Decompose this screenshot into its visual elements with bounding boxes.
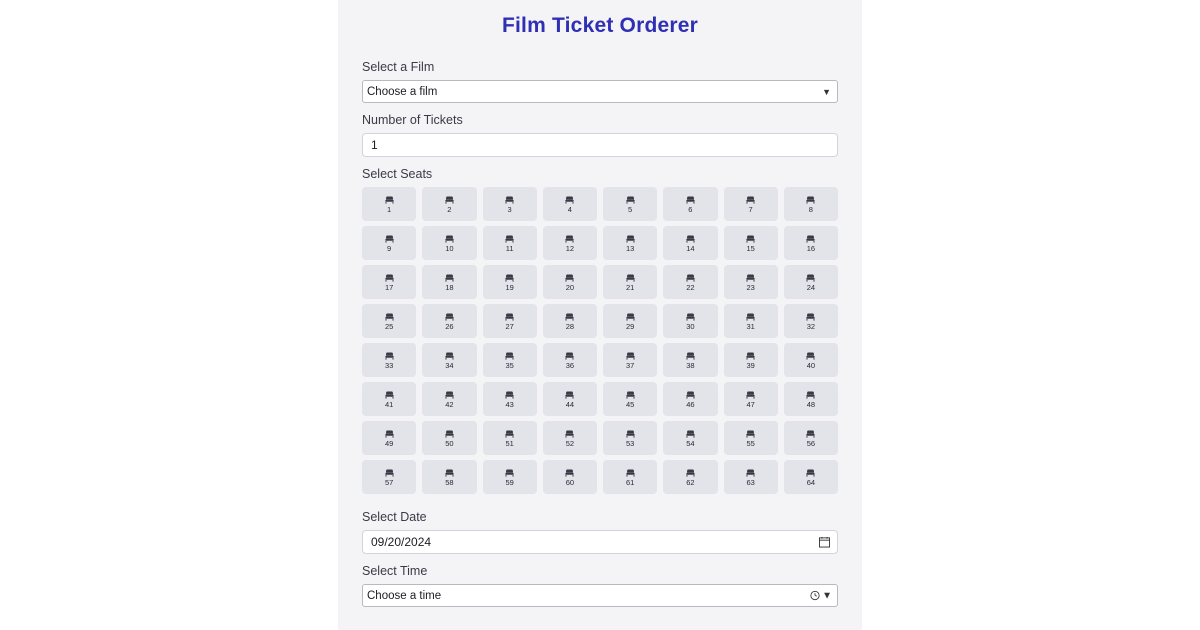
- seat-button[interactable]: [543, 265, 597, 299]
- seat-icon: [504, 389, 515, 400]
- seat-button[interactable]: [724, 187, 778, 221]
- seat-icon: [444, 233, 455, 244]
- seat-icon: [564, 233, 575, 244]
- seat-number: 57: [384, 478, 394, 488]
- seat-number: 16: [806, 244, 816, 254]
- seat-number: 1: [387, 205, 392, 215]
- seat-button[interactable]: [603, 421, 657, 455]
- seat-icon: [504, 272, 515, 283]
- seat-icon: [504, 467, 515, 478]
- seat-button[interactable]: [422, 421, 476, 455]
- seat-icon: [444, 428, 455, 439]
- seat-number: 58: [445, 478, 454, 488]
- seat-button[interactable]: [543, 226, 597, 260]
- seat-button[interactable]: [603, 460, 657, 494]
- seat-button[interactable]: [724, 460, 778, 494]
- seat-number: 4: [567, 205, 572, 215]
- seat-button[interactable]: [724, 226, 778, 260]
- seat-button[interactable]: [362, 226, 416, 260]
- seat-number: 43: [505, 400, 514, 410]
- seat-icon: [625, 389, 636, 400]
- seat-button[interactable]: [483, 304, 537, 338]
- seat-number: 59: [505, 478, 514, 488]
- seat-icon: [504, 311, 515, 322]
- date-field-wrap: [362, 530, 838, 554]
- seat-number: 32: [806, 322, 816, 332]
- seat-number: 6: [688, 205, 693, 215]
- seat-button[interactable]: [603, 187, 657, 221]
- seat-button[interactable]: [724, 343, 778, 377]
- seat-button[interactable]: [422, 304, 476, 338]
- seat-button[interactable]: [483, 226, 537, 260]
- seat-icon: [504, 194, 515, 205]
- seat-icon: [564, 389, 575, 400]
- time-label: Select Time: [362, 564, 428, 578]
- seat-icon: [685, 428, 696, 439]
- seat-icon: [625, 272, 636, 283]
- seat-icon: [384, 350, 395, 361]
- seat-button[interactable]: [422, 187, 476, 221]
- seat-button[interactable]: [724, 265, 778, 299]
- tickets-input[interactable]: [362, 133, 838, 157]
- seat-number: 48: [806, 400, 816, 410]
- seat-icon: [745, 272, 756, 283]
- seat-icon: [564, 311, 575, 322]
- seat-number: 3: [507, 205, 512, 215]
- seat-number: 11: [505, 244, 514, 254]
- seat-number: 56: [806, 439, 816, 449]
- film-select-wrap: [362, 80, 838, 103]
- seat-icon: [745, 467, 756, 478]
- seat-button[interactable]: [784, 265, 838, 299]
- seat-button[interactable]: [784, 382, 838, 416]
- seat-button[interactable]: [543, 382, 597, 416]
- seat-icon: [564, 428, 575, 439]
- seat-button[interactable]: [663, 226, 717, 260]
- seat-number: 37: [625, 361, 635, 371]
- seat-number: 63: [746, 478, 755, 488]
- seat-number: 26: [445, 322, 454, 332]
- seat-number: 22: [686, 283, 695, 293]
- seat-number: 54: [686, 439, 695, 449]
- time-select-wrap: [362, 584, 838, 607]
- seat-number: 13: [625, 244, 635, 254]
- seat-icon: [625, 428, 636, 439]
- seat-number: 19: [505, 283, 514, 293]
- seat-button[interactable]: [483, 421, 537, 455]
- seat-button[interactable]: [422, 265, 476, 299]
- tickets-label: Number of Tickets: [362, 113, 463, 127]
- seat-button[interactable]: [784, 304, 838, 338]
- seat-icon: [805, 272, 816, 283]
- seat-icon: [384, 428, 395, 439]
- seat-number: 18: [445, 283, 454, 293]
- seat-icon: [625, 311, 636, 322]
- seat-button[interactable]: [362, 343, 416, 377]
- chevron-down-icon: ▼: [822, 590, 832, 601]
- seat-icon: [685, 311, 696, 322]
- seat-number: 41: [384, 400, 394, 410]
- seat-icon: [384, 311, 395, 322]
- seat-number: 25: [384, 322, 394, 332]
- seat-grid: [362, 187, 838, 494]
- seat-button[interactable]: [422, 382, 476, 416]
- seat-icon: [384, 194, 395, 205]
- seat-number: 8: [808, 205, 813, 215]
- seat-icon: [625, 467, 636, 478]
- seat-number: 44: [565, 400, 575, 410]
- seat-button[interactable]: [362, 421, 416, 455]
- seat-button[interactable]: [483, 343, 537, 377]
- seat-button[interactable]: [724, 382, 778, 416]
- seat-icon: [685, 272, 696, 283]
- page-title: Film Ticket Orderer: [502, 14, 698, 37]
- time-select[interactable]: [362, 584, 838, 607]
- seat-icon: [564, 194, 575, 205]
- seat-button[interactable]: [543, 187, 597, 221]
- seat-number: 23: [746, 283, 755, 293]
- seat-button[interactable]: [543, 343, 597, 377]
- seat-number: 20: [565, 283, 575, 293]
- seat-button[interactable]: [784, 421, 838, 455]
- seat-icon: [805, 233, 816, 244]
- seat-number: 39: [746, 361, 755, 371]
- seat-icon: [384, 467, 395, 478]
- seat-button[interactable]: [483, 382, 537, 416]
- seat-icon: [745, 389, 756, 400]
- seat-button[interactable]: [543, 460, 597, 494]
- seat-button[interactable]: [603, 265, 657, 299]
- seat-number: 45: [625, 400, 635, 410]
- seat-icon: [444, 311, 455, 322]
- seat-button[interactable]: [362, 187, 416, 221]
- seat-icon: [384, 389, 395, 400]
- chevron-down-icon: ▼: [822, 86, 831, 97]
- seat-icon: [805, 350, 816, 361]
- seat-number: 47: [746, 400, 755, 410]
- seat-number: 50: [445, 439, 454, 449]
- ticket-order-card: [338, 0, 862, 630]
- seat-icon: [384, 233, 395, 244]
- seat-icon: [444, 272, 455, 283]
- seat-number: 7: [748, 205, 753, 215]
- seat-number: 30: [686, 322, 695, 332]
- seat-button[interactable]: [422, 226, 476, 260]
- seat-button[interactable]: [663, 187, 717, 221]
- seat-button[interactable]: [663, 421, 717, 455]
- seat-icon: [444, 350, 455, 361]
- seat-button[interactable]: [784, 226, 838, 260]
- seat-number: 27: [505, 322, 514, 332]
- seats-label: Select Seats: [362, 167, 433, 181]
- seat-number: 42: [445, 400, 454, 410]
- seat-icon: [805, 389, 816, 400]
- film-select[interactable]: [362, 80, 838, 103]
- seat-icon: [745, 311, 756, 322]
- seat-button[interactable]: [663, 343, 717, 377]
- seat-button[interactable]: [784, 460, 838, 494]
- seat-button[interactable]: [663, 265, 717, 299]
- seat-icon: [805, 467, 816, 478]
- seat-icon: [805, 194, 816, 205]
- seat-icon: [625, 194, 636, 205]
- seat-number: 40: [806, 361, 816, 371]
- seat-number: 33: [384, 361, 394, 371]
- seat-button[interactable]: [784, 343, 838, 377]
- seat-icon: [384, 272, 395, 283]
- seat-button[interactable]: [362, 460, 416, 494]
- seat-number: 36: [565, 361, 575, 371]
- seat-icon: [685, 467, 696, 478]
- seat-icon: [444, 194, 455, 205]
- seat-button[interactable]: [724, 304, 778, 338]
- seat-icon: [685, 389, 696, 400]
- seat-number: 31: [746, 322, 755, 332]
- seat-number: 9: [387, 244, 392, 254]
- seat-button[interactable]: [543, 304, 597, 338]
- seat-icon: [564, 350, 575, 361]
- seat-number: 15: [746, 244, 755, 254]
- seat-icon: [444, 467, 455, 478]
- film-label: Select a Film: [362, 60, 435, 74]
- seat-number: 34: [445, 361, 454, 371]
- seat-icon: [504, 233, 515, 244]
- seat-icon: [745, 233, 756, 244]
- seat-icon: [805, 428, 816, 439]
- seat-button[interactable]: [543, 421, 597, 455]
- seat-icon: [745, 428, 756, 439]
- seat-number: 29: [625, 322, 635, 332]
- seat-icon: [625, 350, 636, 361]
- seat-number: 35: [505, 361, 514, 371]
- seat-number: 55: [746, 439, 755, 449]
- seat-icon: [564, 467, 575, 478]
- seat-number: 14: [686, 244, 695, 254]
- seat-button[interactable]: [603, 343, 657, 377]
- seat-number: 46: [686, 400, 695, 410]
- seat-button[interactable]: [362, 304, 416, 338]
- seat-button[interactable]: [603, 382, 657, 416]
- seat-number: 53: [625, 439, 635, 449]
- seat-button[interactable]: [784, 187, 838, 221]
- seat-number: 2: [447, 205, 452, 215]
- seat-number: 28: [565, 322, 575, 332]
- seat-number: 38: [686, 361, 695, 371]
- seat-number: 10: [445, 244, 454, 254]
- seat-button[interactable]: [483, 460, 537, 494]
- seat-icon: [685, 194, 696, 205]
- seat-icon: [504, 350, 515, 361]
- seat-icon: [625, 233, 636, 244]
- seat-button[interactable]: [603, 226, 657, 260]
- date-input[interactable]: [362, 530, 838, 554]
- seat-number: 62: [686, 478, 695, 488]
- seat-icon: [444, 389, 455, 400]
- date-label: Select Date: [362, 510, 427, 524]
- seat-number: 52: [565, 439, 575, 449]
- seat-button[interactable]: [663, 304, 717, 338]
- seat-button[interactable]: [362, 265, 416, 299]
- seat-icon: [564, 272, 575, 283]
- seat-button[interactable]: [483, 265, 537, 299]
- seat-icon: [745, 194, 756, 205]
- seat-icon: [685, 233, 696, 244]
- seat-number: 24: [806, 283, 816, 293]
- seat-number: 51: [505, 439, 514, 449]
- seat-button[interactable]: [422, 460, 476, 494]
- seat-number: 64: [806, 478, 816, 488]
- seat-icon: [685, 350, 696, 361]
- seat-button[interactable]: [663, 460, 717, 494]
- seat-number: 60: [565, 478, 575, 488]
- seat-number: 61: [625, 478, 635, 488]
- seat-icon: [504, 428, 515, 439]
- seat-button[interactable]: [724, 421, 778, 455]
- seat-button[interactable]: [362, 382, 416, 416]
- seat-icon: [745, 350, 756, 361]
- seat-number: 12: [565, 244, 575, 254]
- seat-number: 17: [384, 283, 394, 293]
- seat-button[interactable]: [422, 343, 476, 377]
- seat-number: 49: [384, 439, 394, 449]
- seat-button[interactable]: [663, 382, 717, 416]
- seat-number: 5: [628, 205, 633, 215]
- seat-number: 21: [625, 283, 635, 293]
- seat-icon: [805, 311, 816, 322]
- seat-button[interactable]: [603, 304, 657, 338]
- seat-button[interactable]: [483, 187, 537, 221]
